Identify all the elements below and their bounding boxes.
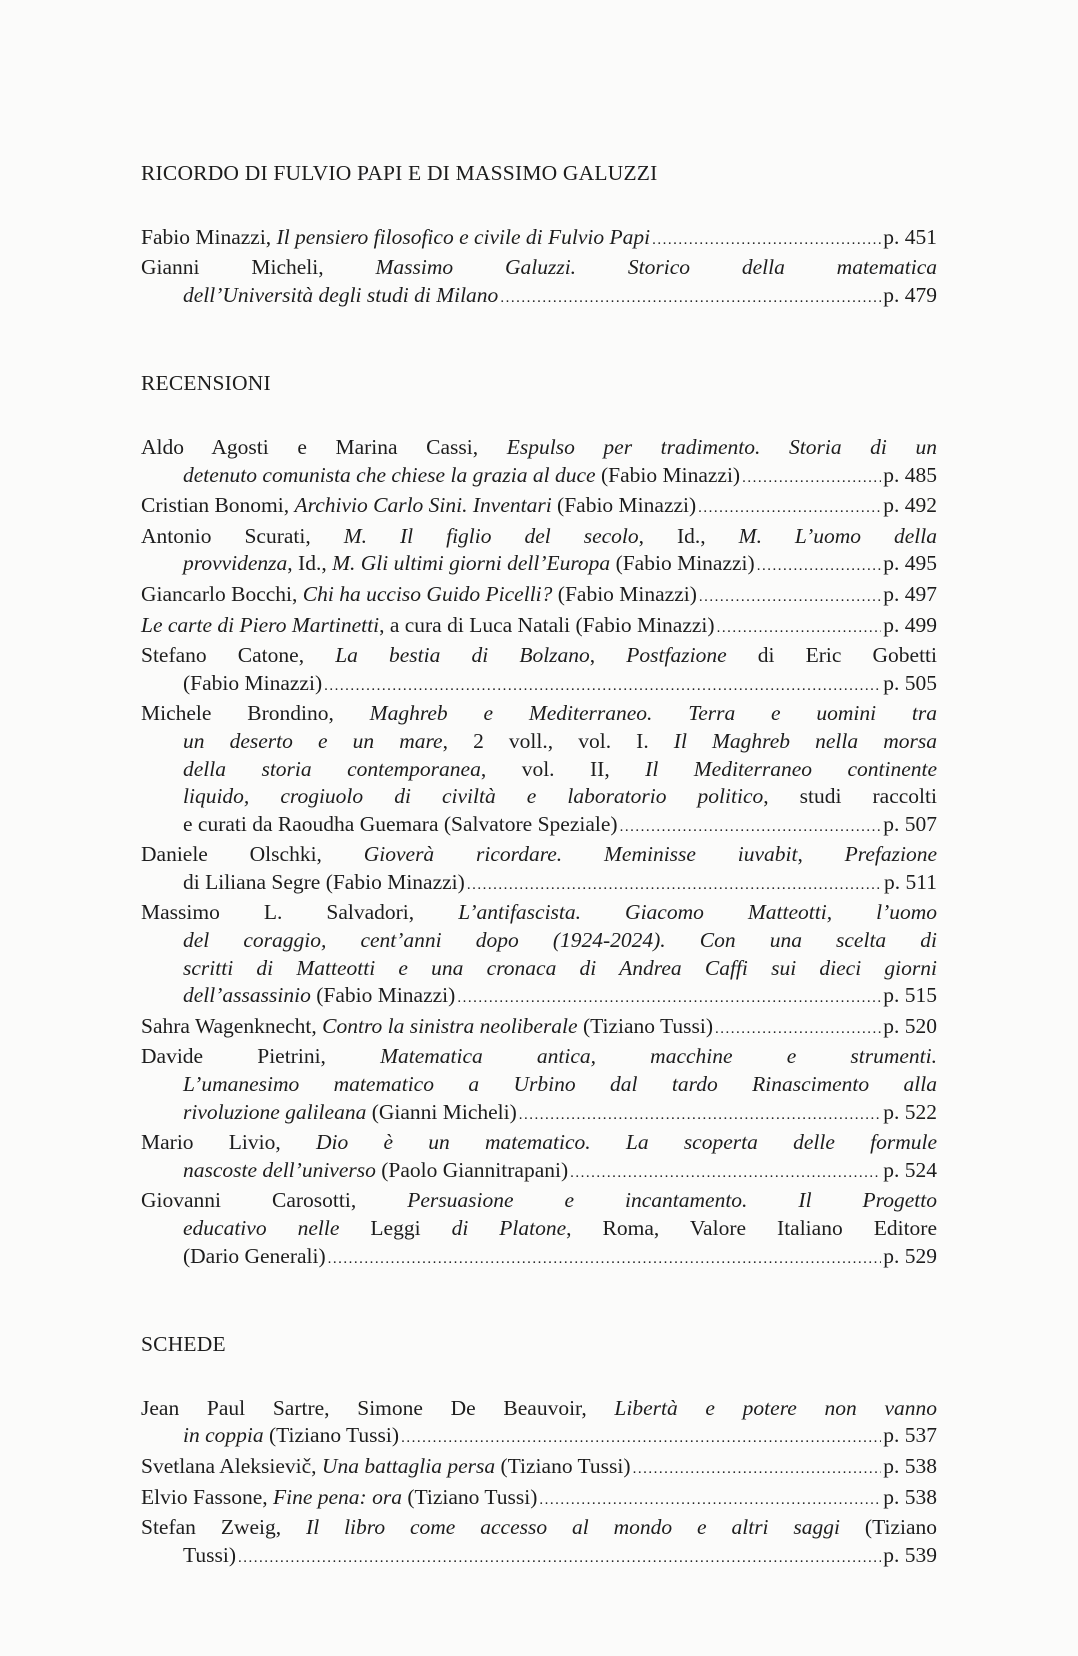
title-text: Il libro come accesso al mondo e altri saggi <box>306 1515 841 1540</box>
entry-last-line <box>141 1453 937 1484</box>
entry-last-line <box>141 1157 937 1188</box>
entry-last-line <box>141 1484 937 1515</box>
dot-leader <box>324 673 881 701</box>
toc-entry[interactable] <box>141 1129 937 1187</box>
title-text: scritti di Matteotti e una cronaca di Andrea Caffi sui dieci giorni <box>183 955 937 980</box>
entry-text: Jean Paul Sartre, Simone De Beauvoir, <box>141 1395 615 1420</box>
dot-leader <box>570 1160 881 1188</box>
entry-text: (Tiziano <box>840 1515 937 1540</box>
entry-last-text <box>183 462 740 490</box>
page-number: p. 485 <box>883 462 937 487</box>
dot-leader <box>717 615 882 643</box>
title-text: nascoste dell’universo <box>183 1157 376 1182</box>
toc-entry[interactable] <box>141 224 937 255</box>
entry-text: (Fabio Minazzi) <box>595 462 741 487</box>
title-text: Maghreb e Mediterraneo. Terra e uomini tra <box>369 701 937 726</box>
entry-text: , <box>589 643 627 668</box>
entry-last-line <box>141 811 937 842</box>
title-text: L’umanesimo matematico a Urbino dal tardo Rinascimento alla <box>183 1072 937 1097</box>
dot-leader <box>238 1545 881 1573</box>
entry-text: Leggi <box>339 1216 452 1240</box>
entry-text: Svetlana Aleksievič, <box>141 1453 322 1478</box>
entry-text: (Gianni Micheli) <box>366 1099 517 1124</box>
entry-text: di Eric Gobetti <box>726 643 938 668</box>
entry-last-line <box>141 612 937 643</box>
entry-line <box>141 1514 937 1542</box>
entry-line <box>141 955 937 983</box>
dot-leader <box>757 553 882 581</box>
title-text: un deserto e un mare <box>183 728 443 753</box>
section-spacer <box>141 1273 937 1331</box>
title-text: detenuto comunista che chiese la grazia al duce <box>183 462 596 487</box>
entry-text: Michele Brondino, <box>141 701 370 726</box>
page-number: p. 499 <box>883 612 937 637</box>
entry-line <box>141 783 937 811</box>
entry-last-text <box>183 982 455 1010</box>
entry-text: (Tiziano Tussi) <box>263 1423 400 1448</box>
title-text: liquido, crogiuolo di civiltà e laboratorio politico <box>183 784 764 809</box>
entry-text: Davide Pietrini, <box>141 1044 381 1069</box>
title-text: La bestia di Bolzano <box>335 643 590 668</box>
title-text: Espulso per tradimento. Storia di un <box>506 434 937 459</box>
title-text: Contro la sinistra neoliberale <box>322 1013 578 1038</box>
entry-line <box>141 1187 937 1215</box>
dot-leader <box>457 985 881 1013</box>
page-number: p. 505 <box>883 670 937 695</box>
toc-entry[interactable] <box>141 434 937 492</box>
page-number: p. 507 <box>883 811 937 836</box>
entry-text: , vol. II, <box>480 756 646 781</box>
title-text: rivoluzione galileana <box>183 1099 367 1124</box>
table-of-contents <box>141 160 937 1572</box>
title-text: Fine pena: ora <box>272 1484 402 1509</box>
dot-leader <box>699 584 881 612</box>
page-number: p. 529 <box>883 1243 937 1268</box>
entry-text: Daniele Olschki, <box>141 842 364 867</box>
entry-text: Stefano Catone, <box>141 643 336 668</box>
section-heading: SCHEDE <box>141 1332 226 1357</box>
entry-text: Gianni Micheli, <box>141 255 376 280</box>
entry-line <box>141 899 937 927</box>
entry-last-line <box>141 1243 937 1274</box>
entry-text: , a cura di Luca Natali (Fabio Minazzi) <box>379 612 715 637</box>
entry-text: Fabio Minazzi, <box>141 224 277 249</box>
entry-last-text <box>183 1422 399 1450</box>
entry-text: (Dario Generali) <box>183 1243 326 1268</box>
toc-entry[interactable] <box>141 642 937 700</box>
section-spacer <box>141 312 937 370</box>
toc-entry[interactable] <box>141 1187 937 1273</box>
title-text: M. Il figlio del secolo <box>343 523 639 548</box>
title-text: Una battaglia persa <box>321 1453 496 1478</box>
title-text: Il Maghreb nella morsa <box>673 728 937 753</box>
dot-leader <box>633 1456 882 1484</box>
entry-text: Cristian Bonomi, <box>141 493 295 518</box>
title-text: Gioverà ricordare. Meminisse iuvabit <box>363 842 798 867</box>
entry-line <box>141 927 937 955</box>
entry-last-line <box>141 550 937 581</box>
dot-leader <box>539 1487 881 1515</box>
entry-text: Elvio Fassone, <box>141 1484 273 1509</box>
entry-last-text <box>141 581 697 609</box>
entry-line <box>141 254 937 282</box>
entry-text: (Paolo Giannitrapani) <box>375 1157 569 1182</box>
entry-last-line <box>141 462 937 493</box>
entry-text: , Id., <box>638 523 739 548</box>
page-number: p. 515 <box>883 983 937 1008</box>
entry-last-text <box>183 1157 568 1185</box>
title-text: provvidenza <box>183 551 288 576</box>
title-text: M. L’uomo della <box>738 523 937 548</box>
page-number: p. 524 <box>883 1157 937 1182</box>
entry-text: (Fabio Minazzi) <box>552 581 697 606</box>
entry-last-text <box>183 1243 326 1271</box>
toc-entry[interactable] <box>141 254 937 312</box>
section-heading: RICORDO DI FULVIO PAPI E DI MASSIMO GALUZZI <box>141 161 658 185</box>
entry-last-text <box>141 612 715 640</box>
entry-last-text <box>183 811 618 839</box>
entry-last-text <box>183 282 498 310</box>
entry-text: (Fabio Minazzi) <box>183 670 323 695</box>
entry-last-line <box>141 1013 937 1044</box>
entry-text: Aldo Agosti e Marina Cassi, <box>141 434 507 459</box>
entry-last-text <box>141 1484 537 1512</box>
page-number: p. 537 <box>883 1423 937 1448</box>
toc-entry[interactable] <box>141 1013 937 1044</box>
entry-text: Tussi) <box>183 1542 236 1567</box>
toc-entry[interactable] <box>141 492 937 523</box>
entry-text: Giovanni Carosotti, <box>141 1188 408 1213</box>
entry-text: di Liliana Segre (Fabio Minazzi) <box>183 869 465 894</box>
toc-entry[interactable] <box>141 841 937 899</box>
entry-last-line <box>141 1099 937 1130</box>
dot-leader <box>715 1016 881 1044</box>
title-text: Persuasione e incantamento. Il Progetto <box>407 1188 937 1213</box>
entry-line <box>141 523 937 551</box>
entry-text: , studi raccolti <box>763 784 937 809</box>
toc-entry[interactable] <box>141 1514 937 1572</box>
entry-last-line <box>141 224 937 255</box>
entry-last-line <box>141 1422 937 1453</box>
toc-entry[interactable] <box>141 523 937 581</box>
page-number: p. 522 <box>883 1099 937 1124</box>
title-text: dell’assassinio <box>183 983 311 1008</box>
title-text: della storia contemporanea <box>183 756 481 781</box>
entry-line <box>141 756 937 784</box>
page-number: p. 538 <box>883 1453 937 1478</box>
entry-text: , Id., <box>287 551 333 576</box>
entry-last-text <box>141 1013 713 1041</box>
entry-last-text <box>141 224 650 252</box>
entry-last-line <box>141 982 937 1013</box>
entry-last-line <box>141 282 937 313</box>
toc-entry[interactable] <box>141 700 937 841</box>
title-text: Dio è un matematico. La scoperta delle formule <box>315 1130 937 1155</box>
entry-line <box>141 1071 937 1099</box>
title-text: Il pensiero filosofico e civile di Fulvio Papi <box>276 224 651 249</box>
entry-text: , <box>797 842 845 867</box>
title-text: Matematica antica, macchine e strumenti. <box>380 1044 938 1069</box>
entry-text: Massimo L. Salvadori, <box>141 900 459 925</box>
dot-leader <box>401 1425 881 1453</box>
page-number: p. 492 <box>883 493 937 518</box>
title-text: dell’Università degli studi di Milano <box>183 282 499 307</box>
entry-last-line <box>141 670 937 701</box>
title-text: in coppia <box>183 1423 264 1448</box>
entry-line <box>141 728 937 756</box>
dot-leader <box>328 1246 882 1274</box>
toc-entry[interactable] <box>141 899 937 1012</box>
title-text: Libertà e potere non vanno <box>614 1395 937 1420</box>
entry-last-text <box>141 1453 631 1481</box>
entry-last-text <box>183 1099 517 1127</box>
heading-spacer <box>141 1359 937 1395</box>
dot-leader <box>467 872 882 900</box>
entry-text: Stefan Zweig, <box>141 1515 307 1540</box>
title-text: Archivio Carlo Sini. Inventari <box>294 493 552 518</box>
entry-text: , Roma, Valore Italiano Editore <box>566 1216 937 1240</box>
toc-entry[interactable] <box>141 1484 937 1515</box>
section-heading: RECENSIONI <box>141 371 271 396</box>
dot-leader <box>698 495 881 523</box>
title-text: educativo nelle <box>183 1216 340 1240</box>
dot-leader <box>519 1102 881 1130</box>
page-number: p. 538 <box>883 1484 937 1509</box>
entry-text: , 2 voll., vol. I. <box>442 728 674 753</box>
page-number: p. 539 <box>883 1542 937 1567</box>
entry-text: Antonio Scurati, <box>141 523 344 548</box>
page-number: p. 511 <box>884 869 937 894</box>
toc-entry[interactable] <box>141 1395 937 1453</box>
entry-line <box>141 642 937 670</box>
dot-leader <box>500 285 881 313</box>
title-text: Le carte di Piero Martinetti <box>141 612 380 637</box>
heading-spacer <box>141 188 937 224</box>
entry-text: e curati da Raoudha Guemara (Salvatore Speziale) <box>183 811 618 836</box>
entry-text: Mario Livio, <box>141 1130 316 1155</box>
entry-text: (Tiziano Tussi) <box>577 1013 714 1038</box>
entry-last-line <box>141 1542 937 1573</box>
entry-line <box>141 1129 937 1157</box>
entry-text: (Fabio Minazzi) <box>551 493 697 518</box>
entry-text: Giancarlo Bocchi, <box>141 581 303 606</box>
entry-last-text <box>183 1542 236 1570</box>
title-text: Chi ha ucciso Guido Picelli? <box>302 581 553 606</box>
title-text: M. Gli ultimi giorni dell’Europa <box>332 551 611 576</box>
entry-text: (Fabio Minazzi) <box>610 551 755 576</box>
entry-last-text <box>141 492 696 520</box>
toc-entry[interactable] <box>141 581 937 612</box>
page-number: p. 497 <box>883 581 937 606</box>
dot-leader <box>652 227 881 255</box>
dot-leader <box>742 465 881 493</box>
toc-entry[interactable] <box>141 612 937 643</box>
entry-line <box>141 1215 937 1243</box>
page-number: p. 520 <box>883 1013 937 1038</box>
title-text: Prefazione <box>844 842 938 867</box>
entry-text: (Fabio Minazzi) <box>310 983 456 1008</box>
title-text: del coraggio, cent’anni dopo (1924-2024). Con una scelta di <box>183 928 937 953</box>
toc-entry[interactable] <box>141 1043 937 1129</box>
entry-last-text <box>183 869 465 897</box>
title-text: L’antifascista. Giacomo Matteotti, l’uomo <box>458 900 938 925</box>
toc-entry[interactable] <box>141 1453 937 1484</box>
page-number: p. 479 <box>883 282 937 307</box>
entry-text: Sahra Wagenknecht, <box>141 1013 323 1038</box>
heading-spacer <box>141 398 937 434</box>
entry-last-line <box>141 492 937 523</box>
title-text: Postfazione <box>626 643 727 668</box>
entry-text: (Tiziano Tussi) <box>495 1453 631 1478</box>
entry-line <box>141 841 937 869</box>
title-text: Massimo Galuzzi. Storico della matematica <box>375 255 937 280</box>
entry-text: (Tiziano Tussi) <box>401 1484 538 1509</box>
title-text: Il Mediterraneo continente <box>645 756 938 781</box>
entry-last-text <box>183 550 755 578</box>
entry-last-line <box>141 581 937 612</box>
entry-line <box>141 1395 937 1423</box>
title-text: di Platone <box>451 1216 567 1240</box>
page-number: p. 495 <box>883 551 937 576</box>
entry-last-line <box>141 869 937 900</box>
dot-leader <box>620 814 882 842</box>
page-number: p. 451 <box>883 224 937 249</box>
entry-last-text <box>183 670 322 698</box>
entry-line <box>141 434 937 462</box>
entry-line <box>141 1043 937 1071</box>
entry-line <box>141 700 937 728</box>
